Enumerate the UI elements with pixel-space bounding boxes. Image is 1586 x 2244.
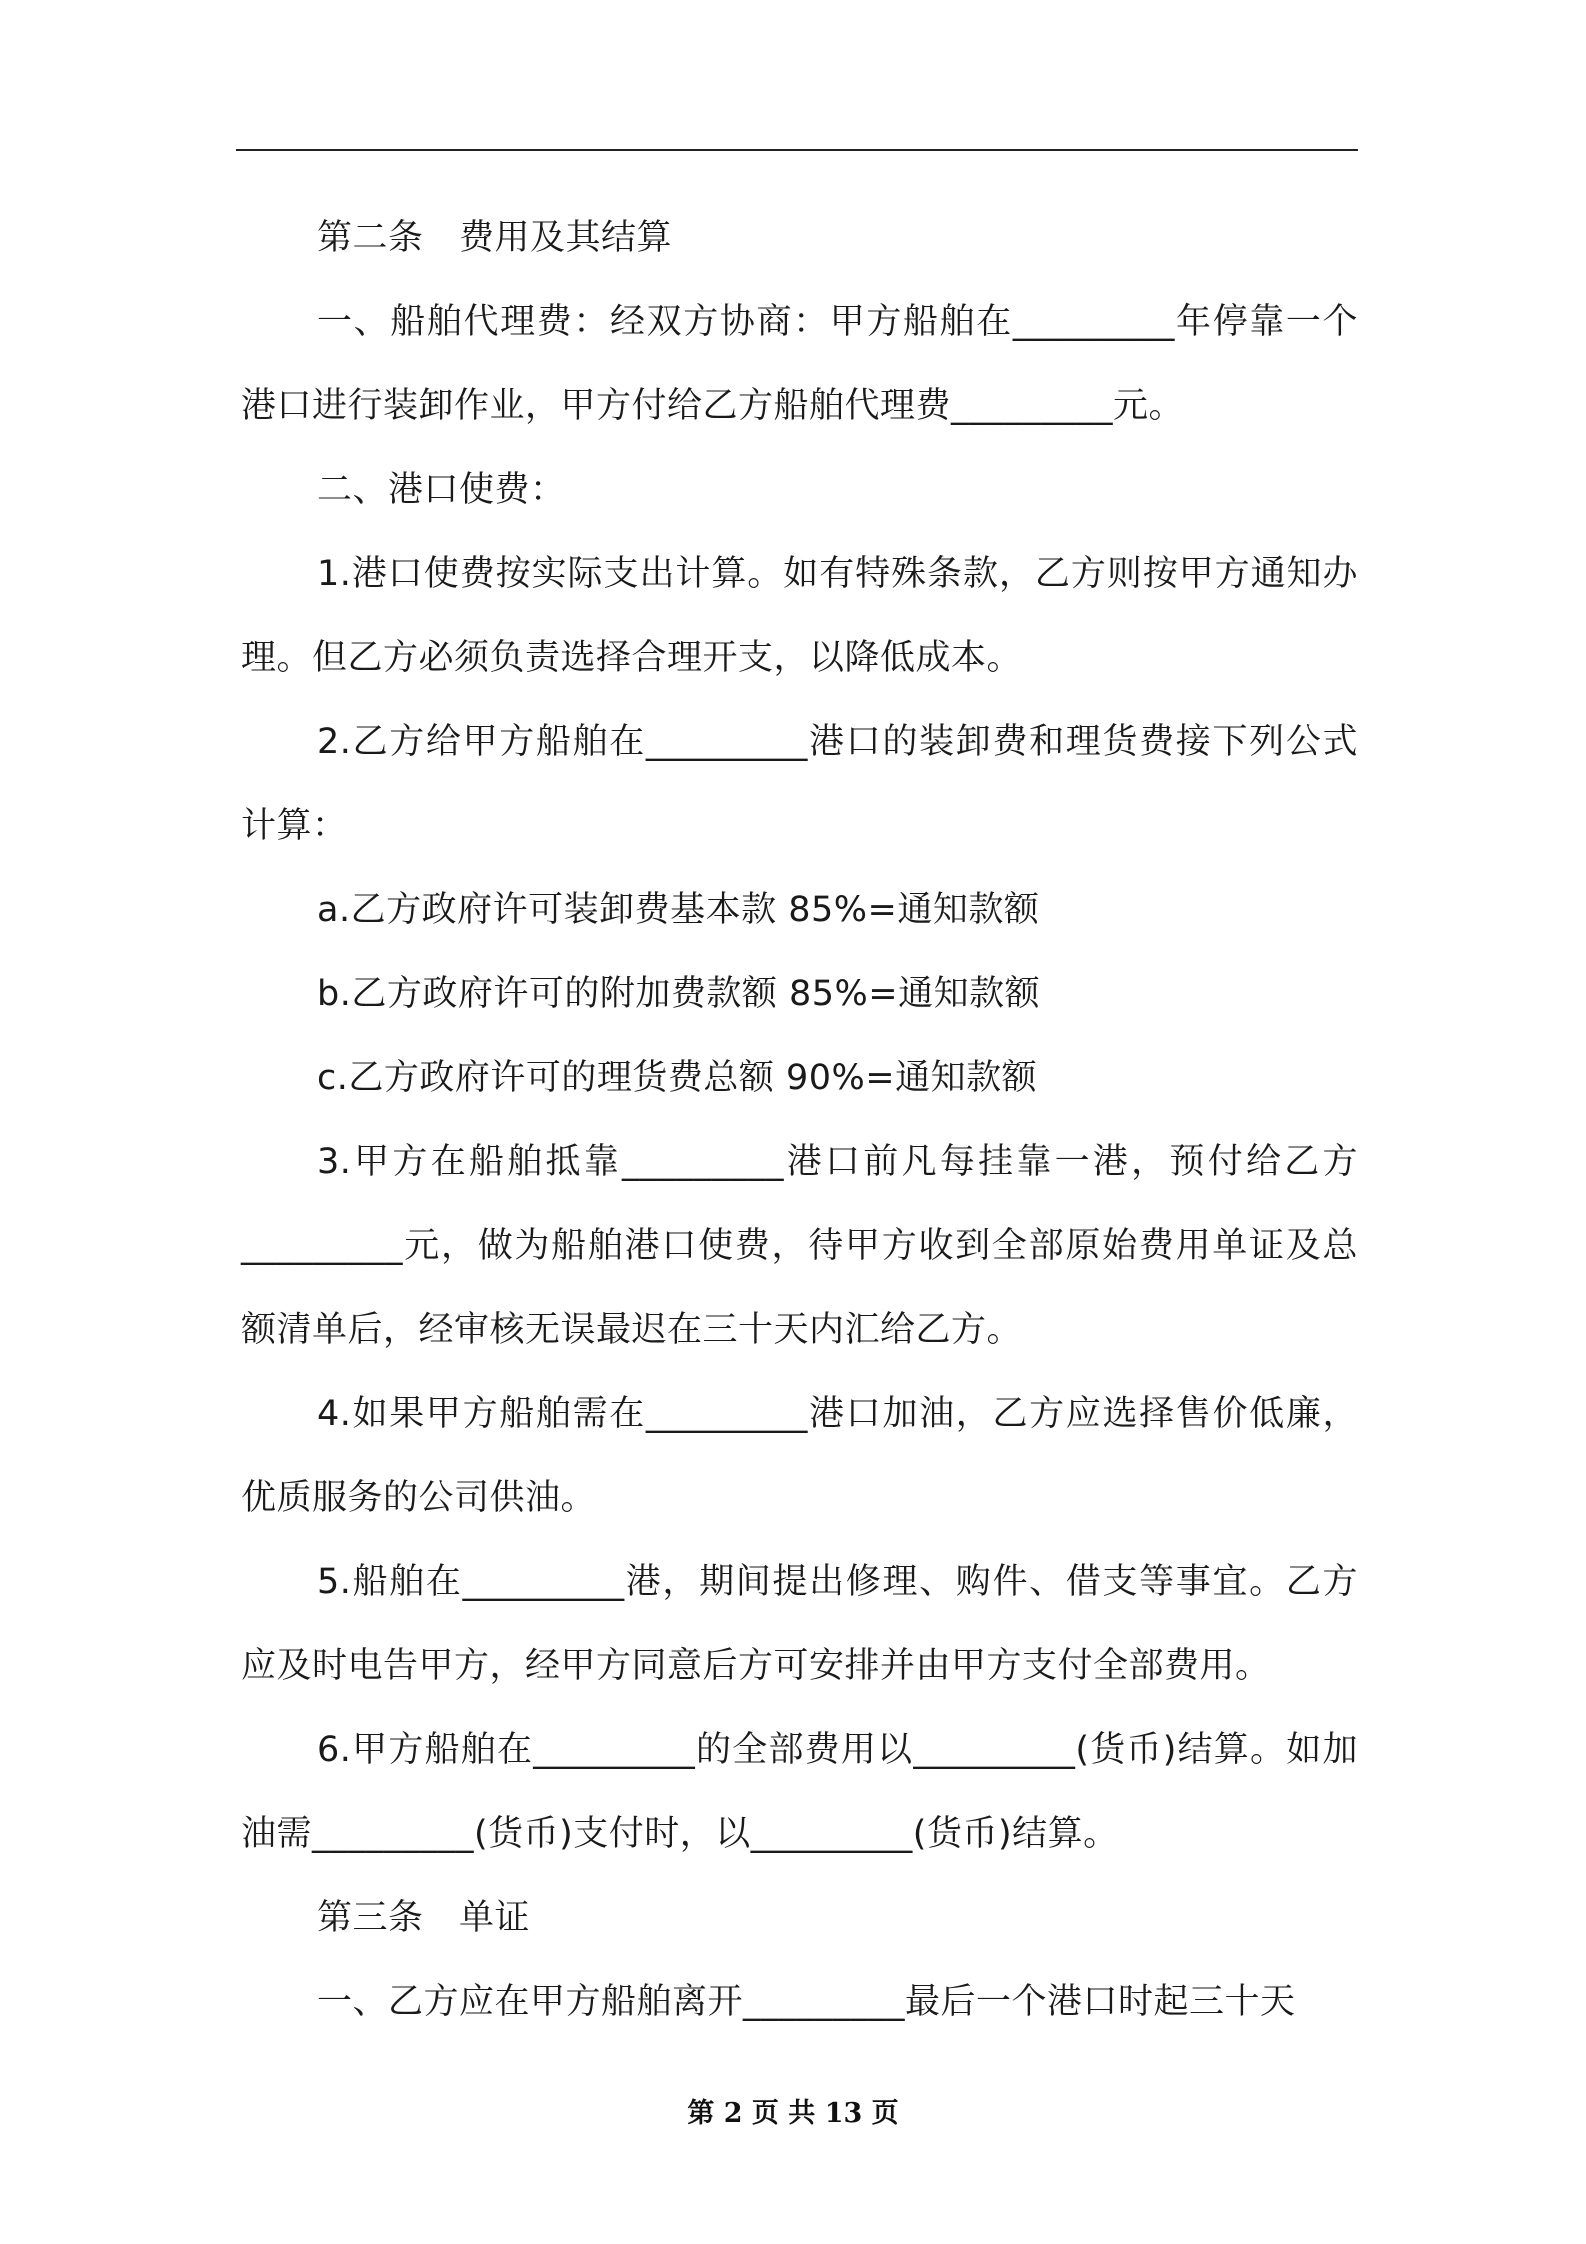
paragraph-item-2: 2.乙方给甲方船舶在_________港口的装卸费和理货费接下列公式计算： — [241, 722, 1358, 846]
page-number-footer: 第 2 页 共 13 页 — [687, 2098, 899, 2129]
paragraph-item-2c: c.乙方政府许可的理货费总额 90%=通知款额 — [317, 1058, 1038, 1098]
paragraph-documents-1: 一、乙方应在甲方船舶离开_________最后一个港口时起三十天 — [317, 1982, 1296, 2022]
paragraph-item-2a: a.乙方政府许可装卸费基本款 85%=通知款额 — [317, 890, 1040, 930]
section-heading-article-3: 第三条 单证 — [317, 1898, 531, 1938]
paragraph-item-4: 4.如果甲方船舶需在_________港口加油，乙方应选择售价低廉，优质服务的公司供油。 — [241, 1394, 1358, 1518]
paragraph-item-3: 3.甲方在船舶抵靠_________港口前凡每挂靠一港，预付给乙方_________元，做为船舶港口使费，待甲方收到全部原始费用单证及总额清单后，经审核无误最迟在三十天内汇给乙方。 — [241, 1142, 1358, 1350]
header-rule — [236, 149, 1358, 151]
paragraph-item-6: 6.甲方船舶在_________的全部费用以_________(货币)结算。如加油需_________(货币)支付时，以_________(货币)结算。 — [241, 1730, 1358, 1854]
section-heading-article-2: 第二条 费用及其结算 — [317, 218, 673, 258]
paragraph-item-5: 5.船舶在_________港，期间提出修理、购件、借支等事宜。乙方应及时电告甲方，经甲方同意后方可安排并由甲方支付全部费用。 — [241, 1562, 1358, 1686]
paragraph-item-1: 1.港口使费按实际支出计算。如有特殊条款，乙方则按甲方通知办理。但乙方必须负责选择合理开支，以降低成本。 — [241, 554, 1358, 678]
paragraph-port-charges-heading: 二、港口使费： — [317, 470, 566, 510]
paragraph-item-2b: b.乙方政府许可的附加费款额 85%=通知款额 — [317, 974, 1041, 1014]
paragraph-agency-fee: 一、船舶代理费：经双方协商：甲方船舶在_________年停靠一个港口进行装卸作业，甲方付给乙方船舶代理费_________元。 — [241, 302, 1358, 426]
document-body — [241, 196, 1358, 2044]
